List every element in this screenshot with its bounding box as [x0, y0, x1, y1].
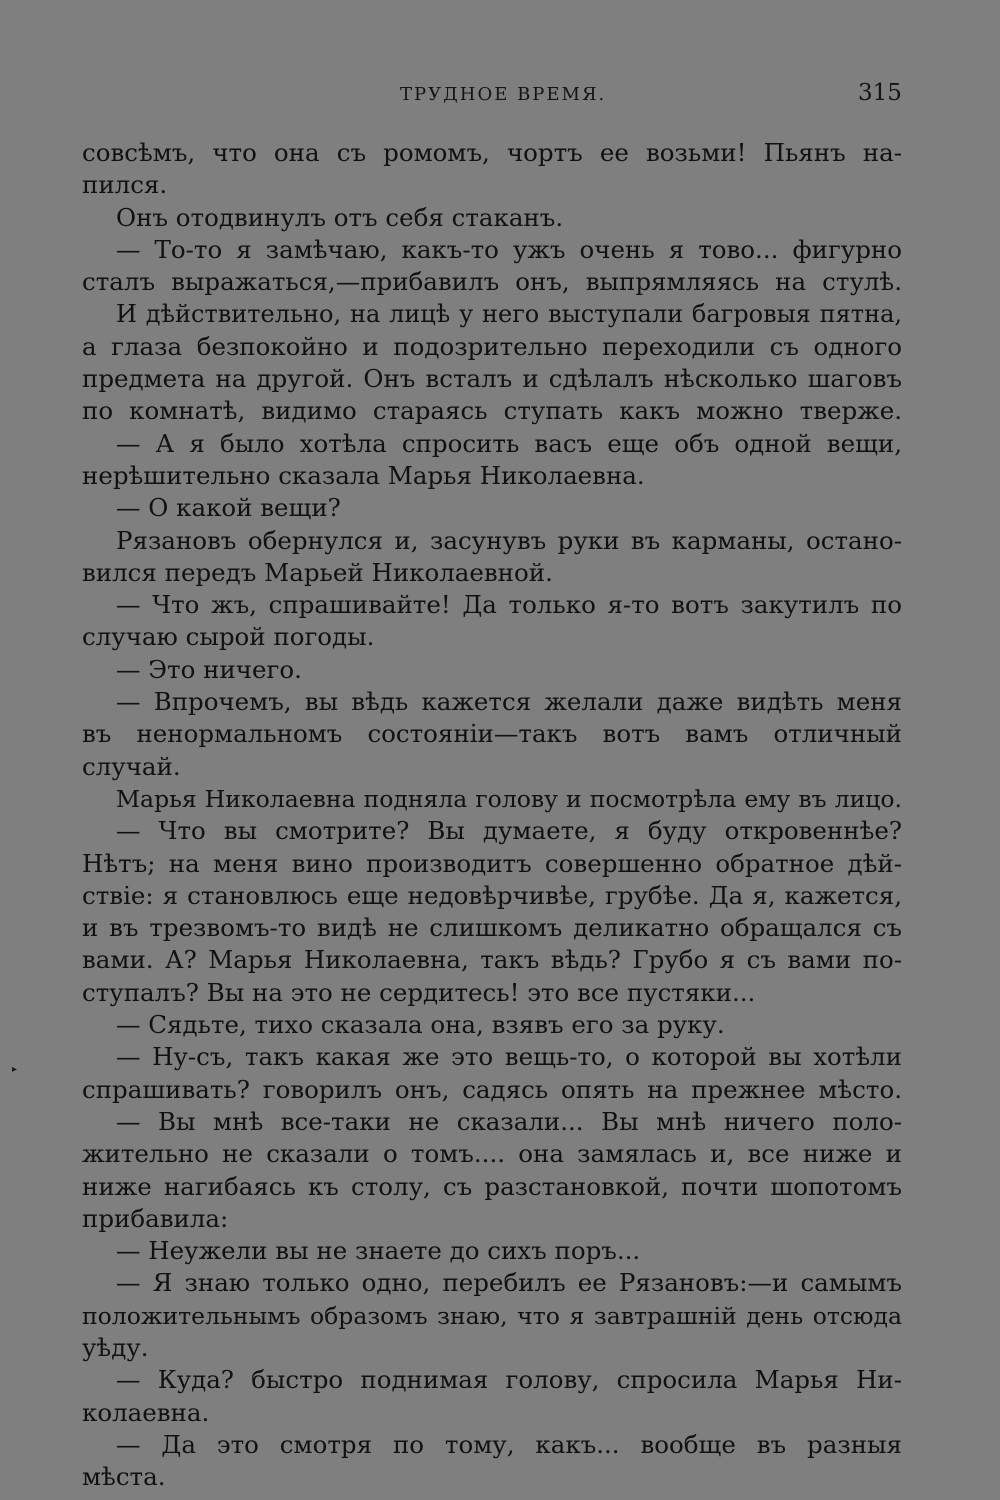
text-line: — Вы мнѣ все-таки не сказали... Вы мнѣ ничего поло- — [116, 1106, 902, 1136]
margin-mark: ▸ — [12, 1064, 18, 1075]
text-line: — Сядьте, тихо сказала она, взявъ его за руку. — [116, 1010, 725, 1040]
text-line: по комнатѣ, видимо стараясь ступать какъ можно тверже. — [82, 396, 902, 426]
text-line: — То-то я замѣчаю, какъ-то ужъ очень я тово... фигурно — [116, 234, 902, 264]
running-title: ТРУДНОЕ ВРЕМЯ. — [400, 84, 607, 105]
text-line: жительно не сказали о томъ.... она замялась и, все ниже и — [82, 1139, 902, 1169]
text-line: и въ трезвомъ-то видѣ не слишкомъ деликатно обращался съ — [82, 913, 902, 943]
text-line: предмета на другой. Онъ всталъ и сдѣлалъ нѣсколько шаговъ — [82, 364, 902, 394]
text-line: — Да это смотря по тому, какъ... вообще въ разныя — [116, 1429, 902, 1459]
page-number: 315 — [858, 80, 902, 106]
text-line: а глаза безпокойно и подозрительно переходили съ одного — [82, 331, 902, 361]
text-line: — Это ничего. — [116, 654, 302, 684]
text-line: ступалъ? Вы на это не сердитесь! это все пустяки... — [82, 977, 756, 1007]
text-line: — Я знаю только одно, перебилъ ее Рязановъ:—и самымъ — [116, 1268, 902, 1298]
text-line: случаю сырой погоды. — [82, 622, 375, 652]
text-line: ниже нагибаясь къ столу, съ разстановкой, почти шопотомъ — [82, 1171, 902, 1201]
text-line: Рязановъ обернулся и, засунувъ руки въ карманы, остано- — [116, 525, 902, 555]
text-line: вился передъ Марьей Николаевной. — [82, 557, 553, 587]
text-line: — Неужели вы не знаете до сихъ поръ... — [116, 1236, 641, 1266]
text-line: спрашивать? говорилъ онъ, садясь опять на прежнее мѣсто. — [82, 1074, 902, 1104]
text-line: прибавила: — [82, 1203, 229, 1233]
text-line: — Ну-съ, такъ какая же это вещь-то, о которой вы хотѣли — [116, 1042, 902, 1072]
text-line: Онъ отодвинулъ отъ себя стаканъ. — [116, 202, 564, 232]
text-line: совсѣмъ, что она съ ромомъ, чортъ ее возьми! Пьянъ на- — [82, 138, 902, 167]
text-line: — А я было хотѣла спросить васъ еще объ одной вещи, — [116, 428, 902, 458]
text-line: пился. — [82, 170, 168, 200]
text-line: — Что жъ, спрашивайте! Да только я-то вотъ закутилъ по — [116, 590, 902, 620]
text-line: сталъ выражаться,—прибавилъ онъ, выпрямляясь на стулѣ. — [82, 267, 902, 297]
text-line: Марья Николаевна подняла голову и посмотрѣла ему въ лицо. — [116, 784, 902, 813]
text-line: уѣду. — [82, 1332, 149, 1362]
text-line: случай. — [82, 751, 181, 781]
text-line: въ ненормальномъ состояніи—такъ вотъ вамъ отличный — [82, 719, 902, 749]
text-line: — Куда? быстро поднимая голову, спросила Марья Ни- — [116, 1365, 902, 1395]
text-line: колаевна. — [82, 1397, 210, 1427]
body-text — [82, 137, 902, 1493]
text-line: нерѣшительно сказала Марья Николаевна. — [82, 460, 645, 490]
text-line: — Впрочемъ, вы вѣдь кажется желали даже видѣть меня — [116, 687, 902, 717]
text-line: положительнымъ образомъ знаю, что я завтрашній день отсюда — [82, 1301, 902, 1330]
text-line: — Что вы смотрите? Вы думаете, я буду откровеннѣе? — [116, 816, 902, 846]
text-line: мѣста. — [82, 1462, 166, 1492]
text-line: вами. А? Марья Николаевна, такъ вѣдь? Грубо я съ вами по- — [82, 945, 902, 975]
text-line: Нѣтъ; на меня вино производитъ совершенно обратное дѣй- — [82, 848, 902, 878]
text-line: — О какой вещи? — [116, 493, 341, 523]
text-line: ствіе: я становлюсь еще недовѣрчивѣе, грубѣе. Да я, кажется, — [82, 880, 902, 910]
text-line: И дѣйствительно, на лицѣ у него выступали багровыя пятна, — [116, 300, 902, 329]
